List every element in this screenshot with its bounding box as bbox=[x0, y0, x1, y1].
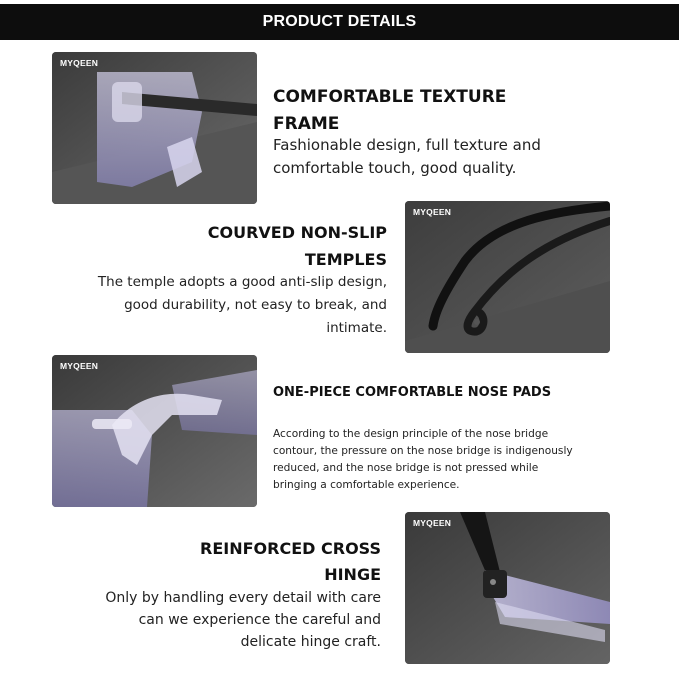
feature-title-temples: COURVED NON-SLIP TEMPLES bbox=[207, 223, 387, 269]
brand-logo: MYQEEN bbox=[60, 361, 99, 371]
glasses-hinge-image bbox=[405, 512, 610, 664]
photo-temples bbox=[405, 201, 610, 353]
photo-nose-pads bbox=[52, 355, 257, 507]
glasses-frame-image bbox=[52, 52, 257, 204]
feature-title-nose-pads: ONE-PIECE COMFORTABLE NOSE PADS bbox=[273, 385, 552, 400]
brand-logo: MYQEEN bbox=[413, 207, 452, 217]
feature-desc-nose-pads: According to the design principle of the nose bridge contour, the pressure on the nose bridge is indigenously reduced, and the nose bridge is not pressed while bringing a comfortable experience. bbox=[273, 428, 573, 491]
brand-logo: MYQEEN bbox=[413, 518, 452, 528]
feature-title-hinge: REINFORCED CROSS HINGE bbox=[200, 539, 381, 584]
page-title: PRODUCT DETAILS bbox=[262, 13, 417, 30]
glasses-nosepad-image bbox=[52, 355, 257, 507]
feature-desc-frame: Fashionable design, full texture and comfortable touch, good quality. bbox=[273, 136, 541, 177]
brand-logo: MYQEEN bbox=[60, 58, 99, 68]
feature-desc-hinge: Only by handling every detail with care can we experience the careful and delicate hinge craft. bbox=[105, 590, 381, 650]
header-bar bbox=[0, 4, 679, 40]
photo-frame-texture bbox=[52, 52, 257, 204]
photo-hinge bbox=[405, 512, 610, 664]
glasses-temple-image bbox=[405, 201, 610, 353]
feature-desc-temples: The temple adopts a good anti-slip design, good durability, not easy to break, and intimate. bbox=[97, 274, 387, 336]
feature-title-frame: COMFORTABLE TEXTURE FRAME bbox=[273, 87, 507, 134]
